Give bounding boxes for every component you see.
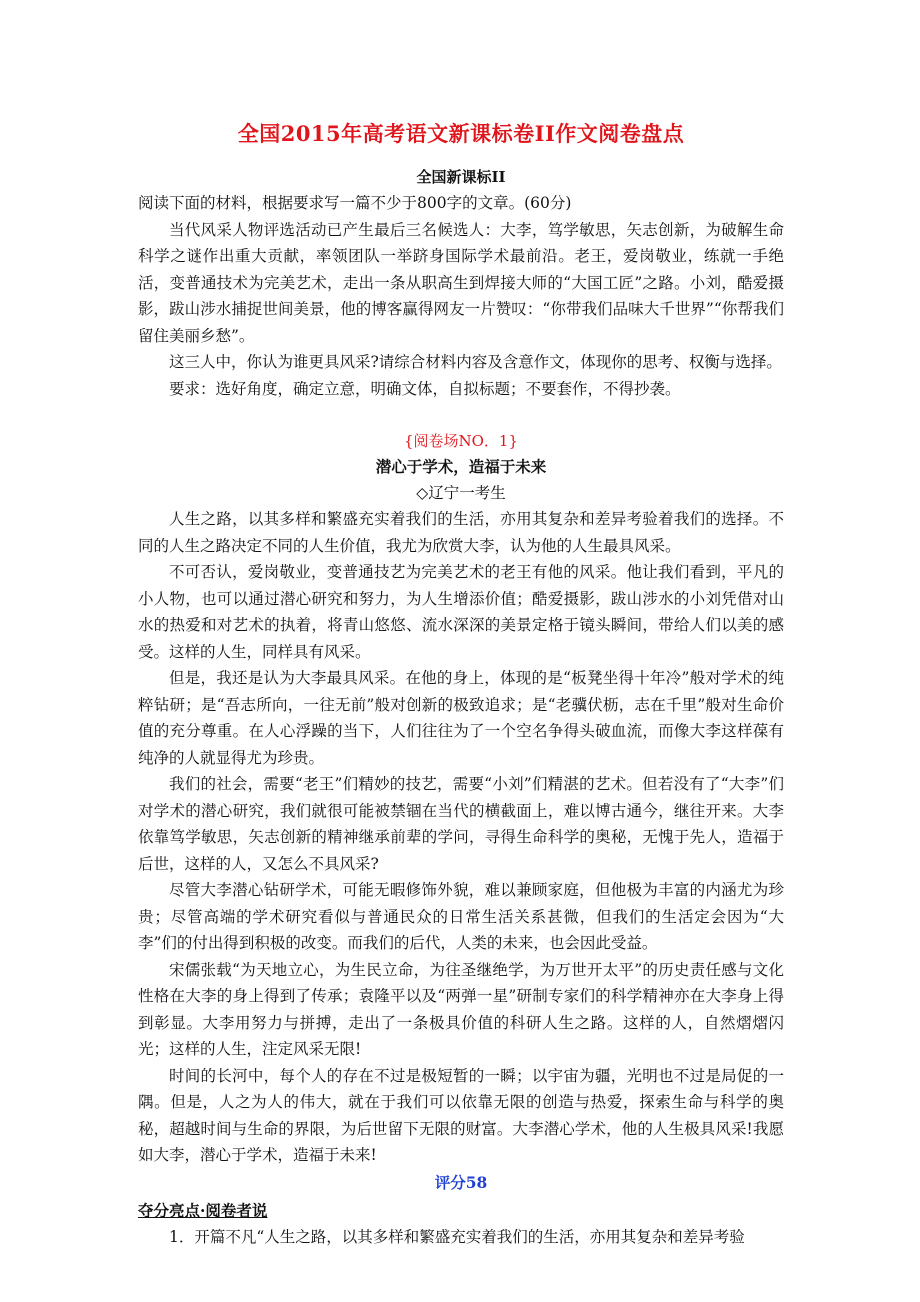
essay-paragraph: 我们的社会，需要“老王”们精妙的技艺，需要“小刘”们精湛的艺术。但若没有了“大李”们对学术的潜心研究，我们就很可能被禁锢在当代的横截面上，难以博古通今，继往开来。大李依靠笃学敏思，矢志创新的精神继承前辈的学问，寻得生命科学的奥秘，无愧于先人，造福于后世，这样的人，又怎么不具风采?: [138, 775, 784, 873]
prompt-instruction: 阅读下面的材料，根据要求写一篇不少于800字的文章。(60分): [138, 194, 572, 212]
prompt-paragraph: 这三人中，你认为谁更具风采?请综合材料内容及含意作文，体现你的思考、权衡与选择。: [169, 353, 782, 371]
prompt-requirements: 要求：选好角度，确定立意，明确文体，自拟标题；不要套作，不得抄袭。: [169, 379, 681, 398]
essay-venue-label: {阅卷场NO．1}: [403, 432, 519, 450]
essay-paragraph: 尽管大李潜心钻研学术，可能无暇修饰外貌，难以兼顾家庭，但他极为丰富的内涵尤为珍贵；尽管高端的学术研究看似与普通民众的日常生活关系甚微，但我们的生活定会因为“大李”们的付出得到积极的改变。而我们的后代，人类的未来，也会因此受益。: [138, 881, 784, 952]
prompt-paragraph: 当代风采人物评选活动已产生最后三名候选人：大李，笃学敏思，矢志创新，为破解生命科学之谜作出重大贡献，率领团队一举跻身国际学术最前沿。老王，爱岗敬业，练就一手绝活，变普通技术为完美艺术，走出一条从职高生到焊接大师的“大国工匠”之路。小刘，酷爱摄影，跋山涉水捕捉世间美景，他的博客赢得网友一片赞叹：“你带我们品味大千世界”“你帮我们留住美丽乡愁”。: [138, 220, 784, 345]
essay-score: 评分58: [434, 1172, 488, 1192]
document-body: [138, 118, 784, 1250]
essay-paragraph: 不可否认，爱岗敬业，变普通技艺为完美艺术的老王有他的风采。他让我们看到，平凡的小人物，也可以通过潜心研究和努力，为人生增添价值；酷爱摄影，跋山涉水的小刘凭借对山水的热爱和对艺术的执着，将青山悠悠、流水深深的美景定格于镜头瞬间，带给人们以美的感受。这样的人生，同样具有风采。: [138, 563, 784, 661]
essay-title: 潜心于学术，造福于未来: [375, 457, 547, 476]
review-item: 1．开篇不凡“人生之路，以其多样和繁盛充实着我们的生活，亦用其复杂和差异考验: [169, 1227, 745, 1246]
spacer: [138, 402, 784, 428]
essay-paragraph: 时间的长河中，每个人的存在不过是极短暂的一瞬；以宇宙为疆，光明也不过是局促的一隅。但是，人之为人的伟大，就在于我们可以依靠无限的创造与热爱，探索生命与科学的奥秘，超越时间与生命的界限，为后世留下无限的财富。大李潜心学术，他的人生极具风采!我愿如大李，潜心于学术，造福于未来!: [138, 1066, 784, 1164]
essay-paragraph: 人生之路，以其多样和繁盛充实着我们的生活，亦用其复杂和差异考验着我们的选择。不同的人生之路决定不同的人生价值，我尤为欣赏大李，认为他的人生最具风采。: [138, 510, 784, 555]
review-heading: 夺分亮点·阅卷者说: [138, 1200, 268, 1220]
exam-subtitle: 全国新课标II: [416, 168, 506, 186]
essay-author: ◇辽宁一考生: [416, 484, 506, 502]
page-title: 全国2015年高考语文新课标卷II作文阅卷盘点: [237, 121, 685, 146]
essay-paragraph: 宋儒张载“为天地立心，为生民立命，为往圣继绝学，为万世开太平”的历史责任感与文化性格在大李的身上得到了传承；袁隆平以及“两弹一星”研制专家们的科学精神亦在大李身上得到彰显。大李用努力与拼搏，走出了一条极具价值的科研人生之路。这样的人，自然熠熠闪光；这样的人生，注定风采无限!: [138, 960, 784, 1058]
essay-paragraph: 但是，我还是认为大李最具风采。在他的身上，体现的是“板凳坐得十年冷”般对学术的纯粹钻研；是“吾志所向，一往无前”般对创新的极致追求；是“老骥伏枥，志在千里”般对生命价值的充分尊重。在人心浮躁的当下，人们往往为了一个空名争得头破血流，而像大李这样葆有纯净的人就显得尤为珍贵。: [138, 669, 784, 767]
